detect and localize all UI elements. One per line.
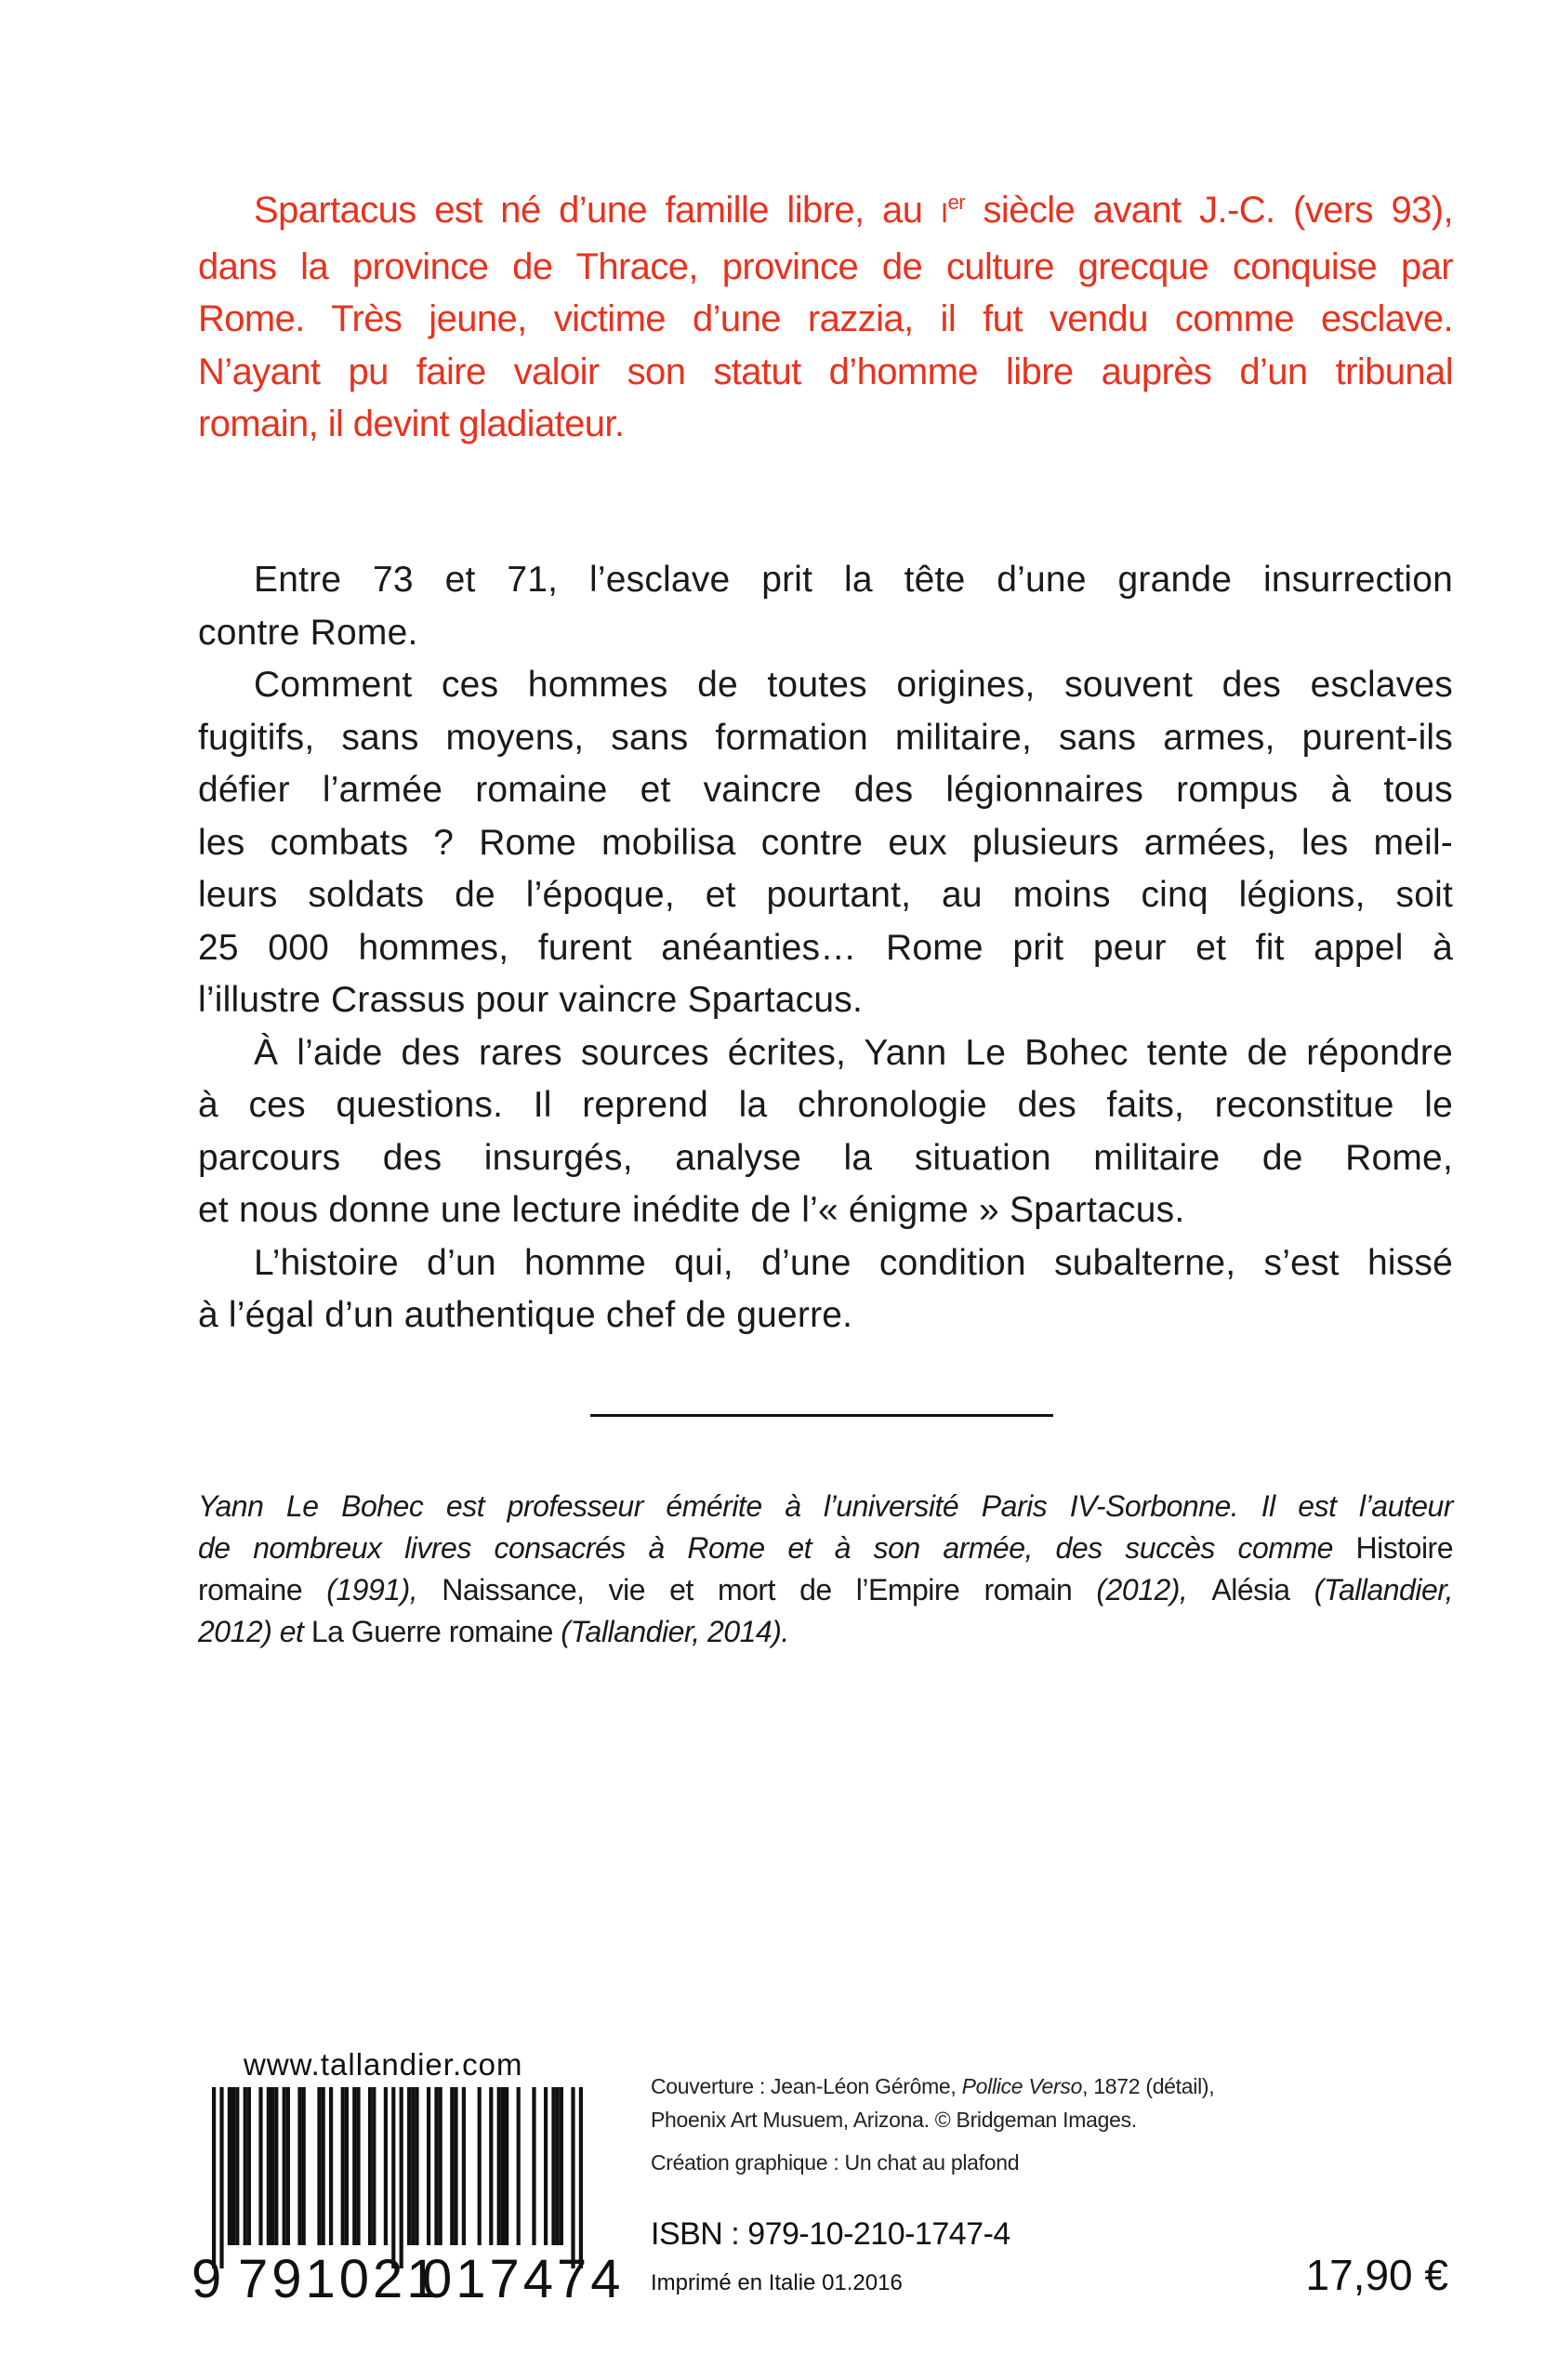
barcode-bar — [231, 2087, 235, 2245]
bio-line — [198, 1569, 1453, 1611]
barcode-bar — [271, 2087, 274, 2245]
century-superscript: er — [947, 191, 965, 214]
barcode-bar — [501, 2087, 505, 2245]
barcode-digit-group: 9 — [191, 2249, 222, 2309]
barcode-bar — [317, 2087, 321, 2245]
summary-text: Spartacus est né d’une famille libre, au — [254, 190, 941, 231]
barcode-bar — [352, 2087, 356, 2245]
barcode-bar — [571, 2087, 574, 2268]
bio-text: (1991), — [302, 1573, 442, 1606]
main-blurb — [198, 554, 1453, 1342]
bio-text: (Tallandier, 2014). — [552, 1615, 789, 1648]
barcode-bar — [415, 2087, 418, 2245]
barcode-bar — [450, 2087, 454, 2245]
bio-line — [198, 1527, 1453, 1569]
barcode-bar — [286, 2087, 290, 2245]
barcode-bar — [505, 2087, 508, 2245]
barcode-bar — [212, 2087, 216, 2268]
author-bio — [198, 1486, 1453, 1653]
summary-line: N’ayant pu faire valoir son statut d’homme libre auprès d’un tribunal — [198, 350, 1453, 392]
barcode-bar — [579, 2087, 583, 2268]
barcode-bar — [329, 2087, 333, 2245]
summary-text: siècle avant J.-C. (vers 93), — [965, 190, 1453, 231]
credit-text: Couverture : Jean-Léon Gérôme, — [651, 2074, 962, 2098]
book-title: Histoire — [1355, 1531, 1453, 1565]
barcode-bar — [560, 2087, 563, 2245]
bio-line: Yann Le Bohec est professeur émérite à l’université Paris IV-Sorbonne. Il est l’auteur — [198, 1489, 1453, 1523]
barcode-bar — [462, 2087, 466, 2245]
summary-line: Rome. Très jeune, victime d’une razzia, il fut vendu comme esclave. — [198, 298, 1453, 339]
blurb-line: à l’égal d’un authentique chef de guerre. — [198, 1295, 853, 1335]
barcode-bar — [544, 2087, 548, 2245]
design-credit: Création graphique : Un chat au plafond — [651, 2150, 1020, 2175]
barcode-bar — [400, 2087, 403, 2268]
barcode-bar — [228, 2087, 231, 2245]
summary-red-paragraph — [198, 184, 1453, 451]
barcode-bar — [258, 2087, 262, 2245]
bio-text: (2012), — [1072, 1573, 1212, 1606]
isbn: ISBN : 979-10-210-1747-4 — [651, 2216, 1010, 2252]
barcode-bar — [478, 2087, 482, 2245]
barcode-bar — [356, 2087, 360, 2245]
blurb-line: À l’aide des rares sources écrites, Yann Le Bohec tente de répondre — [254, 1032, 1453, 1073]
barcode-bar — [556, 2087, 560, 2245]
barcode-bar — [322, 2087, 325, 2245]
publisher-website: www.tallandier.com — [244, 2047, 523, 2082]
barcode-bar — [341, 2087, 345, 2245]
barcode-bar — [391, 2087, 395, 2268]
barcode-bar — [219, 2087, 223, 2268]
barcode-bar — [489, 2087, 493, 2245]
blurb-line: l’illustre Crassus pour vaincre Spartacus. — [198, 980, 864, 1020]
barcode-bar — [384, 2087, 388, 2245]
barcode-bar — [302, 2087, 306, 2245]
barcode-bar — [517, 2087, 521, 2245]
printed-info: Imprimé en Italie 01.2016 — [651, 2270, 903, 2295]
barcode-bar — [427, 2087, 430, 2245]
barcode-bar — [434, 2087, 438, 2245]
summary-line — [198, 184, 1453, 241]
barcode-bar — [267, 2087, 271, 2245]
blurb-line: et nous donne une lecture inédite de l’« énigme » Spartacus. — [198, 1190, 1185, 1230]
bio-text: 2012) et — [198, 1615, 311, 1648]
blurb-line: à ces questions. Il reprend la chronologie des faits, reconstitue le — [198, 1085, 1453, 1125]
painting-title: Pollice Verso — [961, 2074, 1083, 2098]
book-title: romaine — [198, 1573, 303, 1606]
blurb-line: défier l’armée romaine et vaincre des légionnaires rompus à tous — [198, 770, 1453, 810]
blurb-line: Entre 73 et 71, l’esclave prit la tête d’une grande insurrection — [254, 560, 1453, 600]
barcode-bar — [551, 2087, 555, 2245]
cover-credit-line2: Phoenix Art Musuem, Arizona. © Bridgeman Images. — [651, 2108, 1137, 2132]
barcode-bar — [235, 2087, 239, 2245]
barcode-digit-group: 791021 — [238, 2249, 441, 2309]
blurb-line: contre Rome. — [198, 612, 418, 653]
book-title: Alésia — [1211, 1573, 1290, 1606]
blurb-line: leurs soldats de l’époque, et pourtant, au moins cinq légions, soit — [198, 875, 1453, 915]
blurb-line: Comment ces hommes de toutes origines, souvent des esclaves — [254, 665, 1453, 705]
blurb-line: les combats ? Rome mobilisa contre eux plusieurs armées, les meil- — [198, 822, 1453, 863]
bio-text: (Tallandier, — [1289, 1573, 1454, 1606]
century-numeral: I — [940, 198, 948, 229]
book-title: Naissance, vie et mort de l’Empire romain — [442, 1573, 1073, 1606]
barcode-bar — [244, 2087, 247, 2245]
barcode-bar — [274, 2087, 278, 2245]
barcode-bar — [283, 2087, 286, 2245]
blurb-line: 25 000 hommes, furent anéanties… Rome prit peur et fit appel à — [198, 927, 1453, 968]
barcode-bar — [247, 2087, 251, 2245]
barcode-bar — [345, 2087, 349, 2245]
barcode-bar — [439, 2087, 442, 2245]
blurb-line: fugitifs, sans moyens, sans formation militaire, sans armes, purent-ils — [198, 717, 1453, 758]
barcode-bar — [407, 2087, 411, 2245]
barcode-bar — [297, 2087, 301, 2245]
bio-line — [198, 1611, 1453, 1653]
cover-credit — [651, 2069, 1214, 2103]
credit-text: , 1872 (détail), — [1082, 2074, 1215, 2098]
barcode-bar — [454, 2087, 457, 2245]
blurb-line: parcours des insurgés, analyse la situation militaire de Rome, — [198, 1137, 1453, 1178]
credits — [651, 2069, 1214, 2179]
barcode-bar — [372, 2087, 376, 2245]
barcode — [212, 2087, 602, 2273]
divider — [590, 1414, 1053, 1417]
price: 17,90 € — [1305, 2251, 1448, 2299]
barcode-digit-group: 017474 — [422, 2249, 625, 2309]
summary-line: dans la province de Thrace, province de culture grecque conquise par — [198, 245, 1453, 287]
book-title: La Guerre romaine — [310, 1615, 553, 1648]
bio-text: de nombreux livres consacrés à Rome et à son armée, des succès comme — [198, 1531, 1356, 1565]
barcode-bar — [368, 2087, 372, 2245]
barcode-bar — [411, 2087, 415, 2245]
barcode-bar — [497, 2087, 501, 2245]
summary-line: romain, il devint gladiateur. — [198, 403, 625, 444]
blurb-line: L’histoire d’un homme qui, d’une condition subalterne, s’est hissé — [254, 1242, 1453, 1283]
barcode-bar — [532, 2087, 535, 2245]
